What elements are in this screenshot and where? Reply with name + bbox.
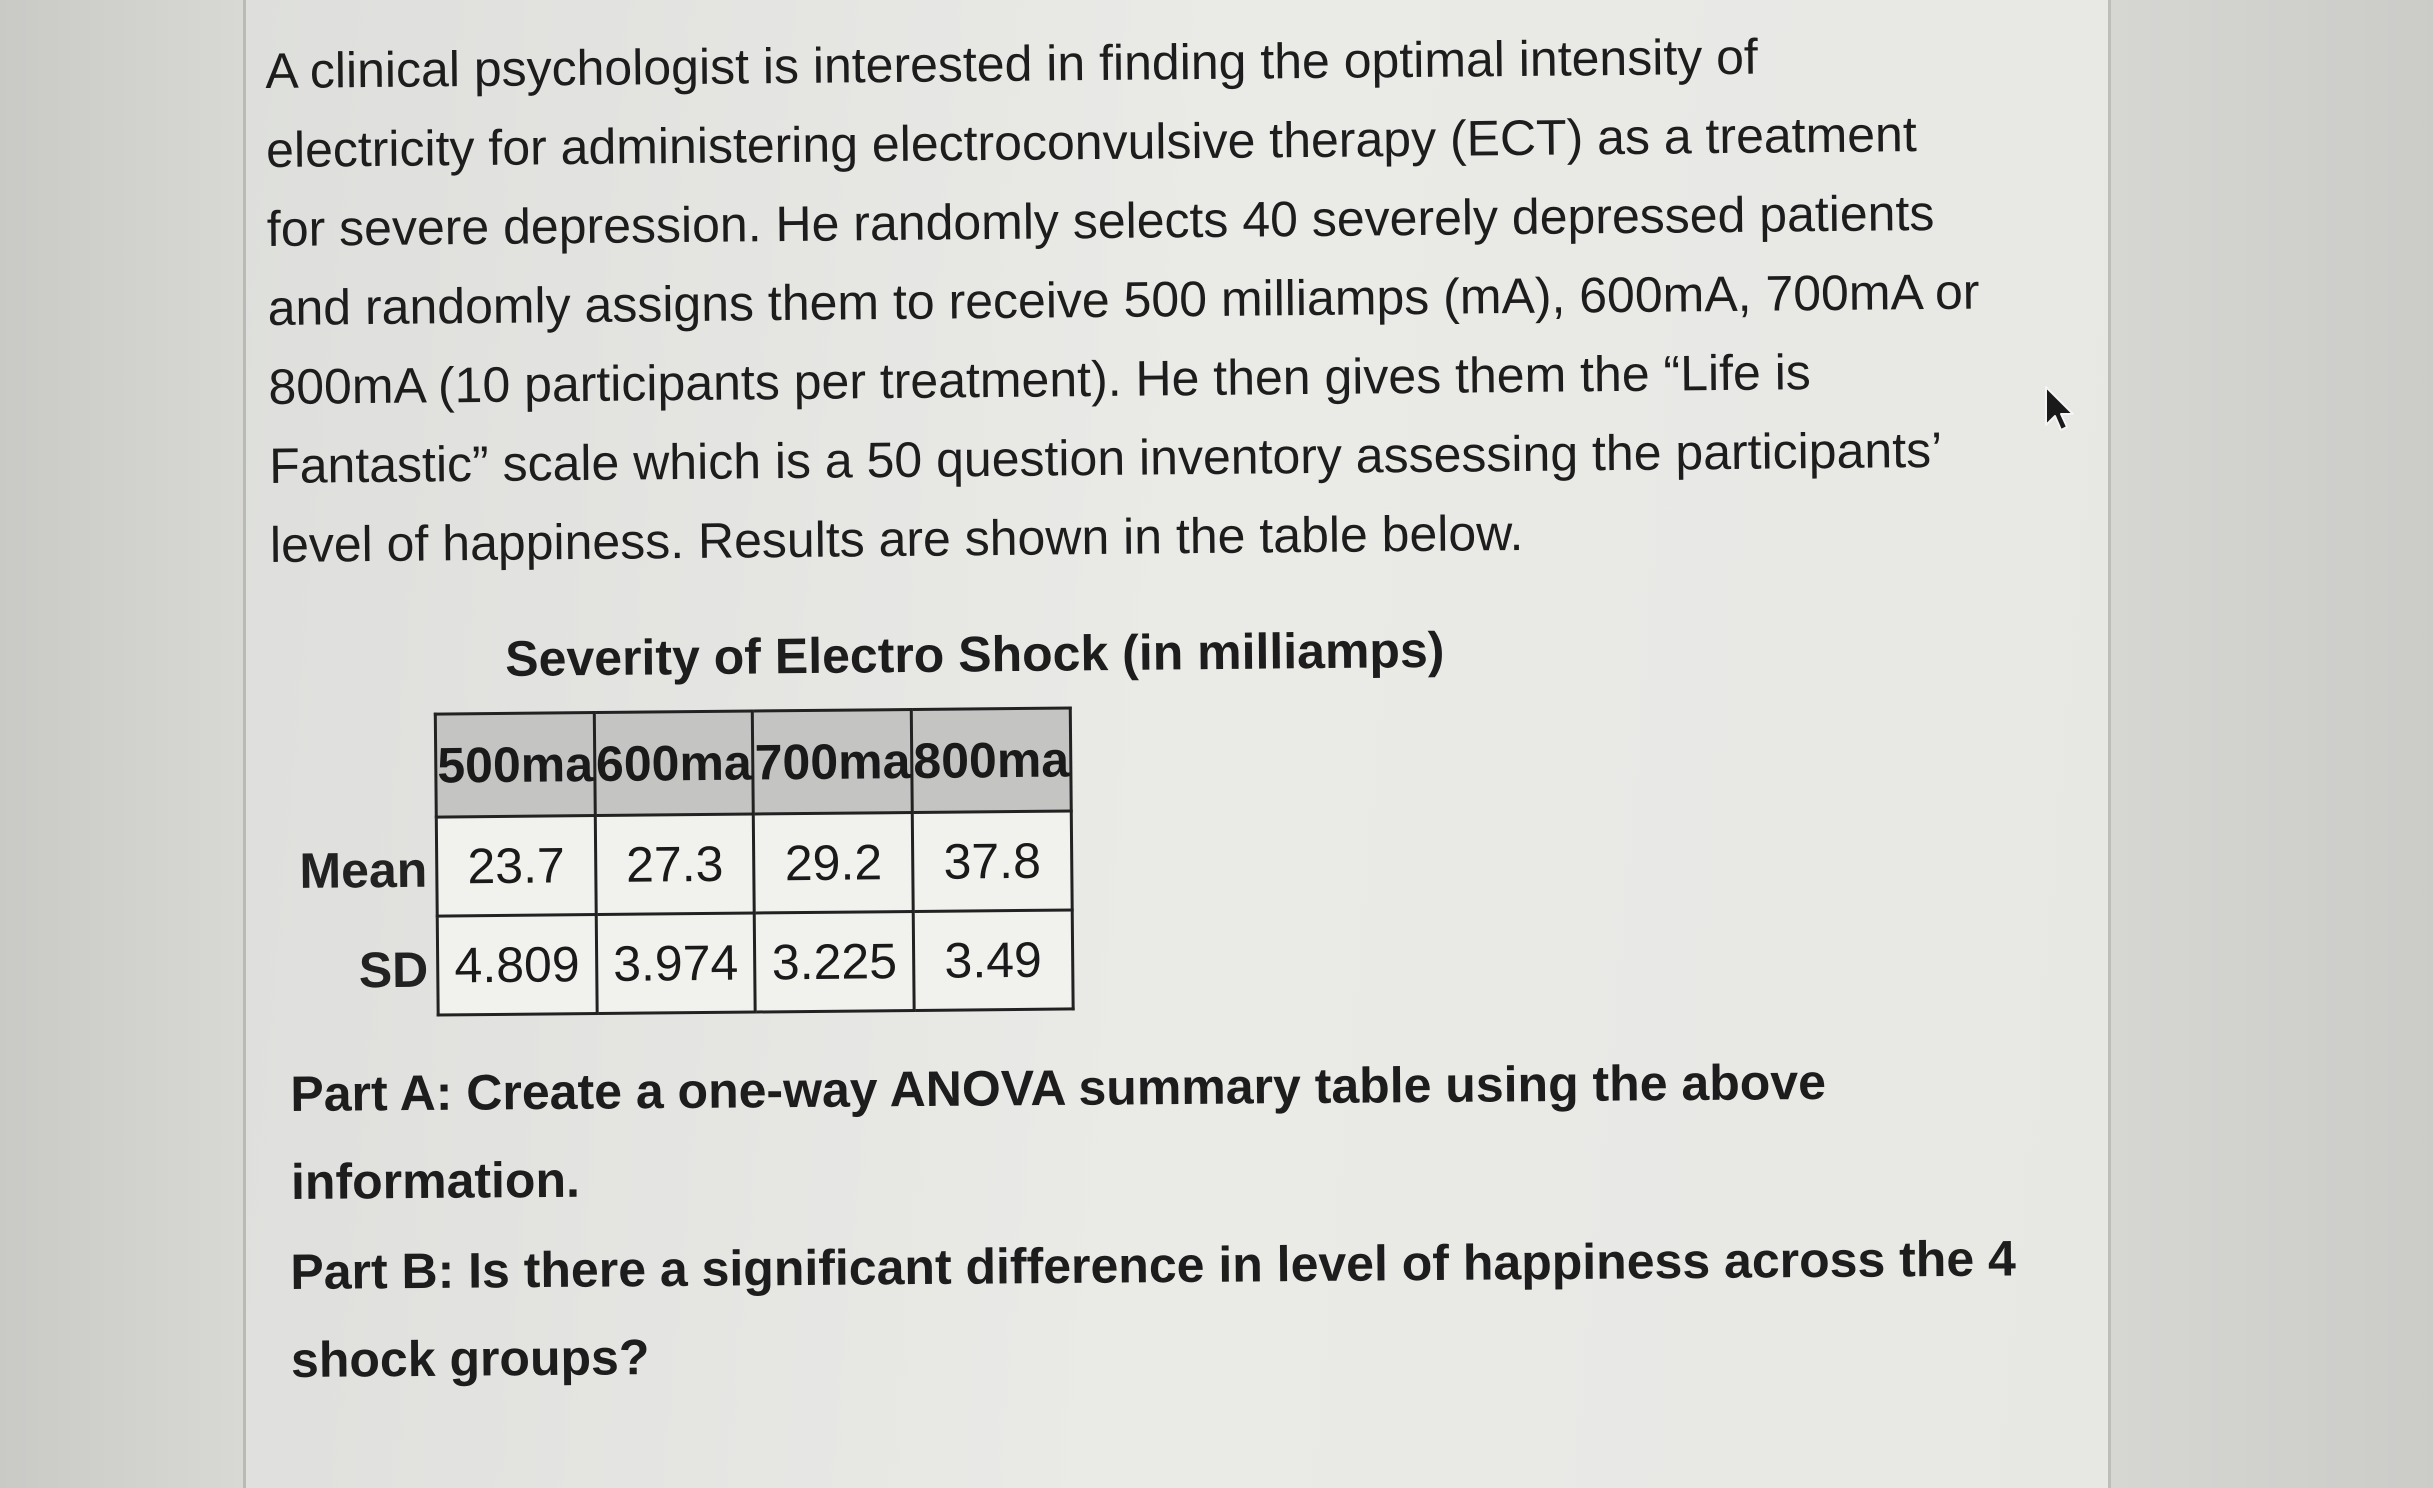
part-b-line: Part B: Is there a significant difference in level of happiness across the 4 [290, 1230, 2017, 1300]
right-margin-panel [2108, 0, 2433, 1488]
table-cell: 27.3 [595, 814, 755, 915]
question-line: Fantastic” scale which is a 50 question inventory assessing the participants’ [268, 421, 1943, 494]
table-header-cell: 700ma [753, 709, 913, 814]
question-line: level of happiness. Results are shown in the table below. [269, 504, 1524, 573]
left-margin-panel [0, 0, 246, 1488]
table-cell: 3.225 [755, 911, 915, 1012]
question-line: for severe depression. He randomly selects 40 severely depressed patients [266, 184, 1935, 257]
table-title: Severity of Electro Shock (in milliamps) [504, 621, 1445, 687]
table-header-cell: 500ma [435, 713, 595, 818]
question-line: A clinical psychologist is interested in finding the optimal intensity of [265, 28, 1759, 99]
question-line: 800mA (10 participants per treatment). He then gives them the “Life is [268, 344, 1812, 415]
table-header-cell: 600ma [594, 711, 754, 816]
row-label-mean: Mean [299, 841, 428, 899]
results-table [434, 706, 1075, 1016]
part-a-text [290, 1037, 1991, 1226]
row-label-sd: SD [358, 941, 429, 999]
mouse-pointer-icon [2042, 385, 2078, 433]
part-b-line: shock groups? [290, 1329, 650, 1388]
part-a-line: information. [290, 1151, 581, 1210]
part-a-line: Part A: Create a one-way ANOVA summary table using the above [290, 1053, 1827, 1122]
table-header-cell: 800ma [911, 708, 1071, 813]
table-cell: 3.49 [913, 910, 1073, 1011]
table-cell: 4.809 [437, 915, 597, 1016]
table-cell: 23.7 [436, 816, 596, 917]
table-row-mean [436, 811, 1072, 916]
table-cell: 3.974 [596, 913, 756, 1014]
question-text [265, 15, 2070, 585]
question-line: and randomly assigns them to receive 500 milliamps (mA), 600mA, 700mA or [267, 263, 1980, 336]
table-header-row [435, 708, 1071, 817]
question-line: electricity for administering electroconvulsive therapy (ECT) as a treatment [265, 106, 1917, 178]
table-cell: 37.8 [912, 811, 1072, 912]
part-b-text [290, 1215, 2017, 1404]
table-row-sd [437, 910, 1073, 1015]
table-cell: 29.2 [754, 812, 914, 913]
